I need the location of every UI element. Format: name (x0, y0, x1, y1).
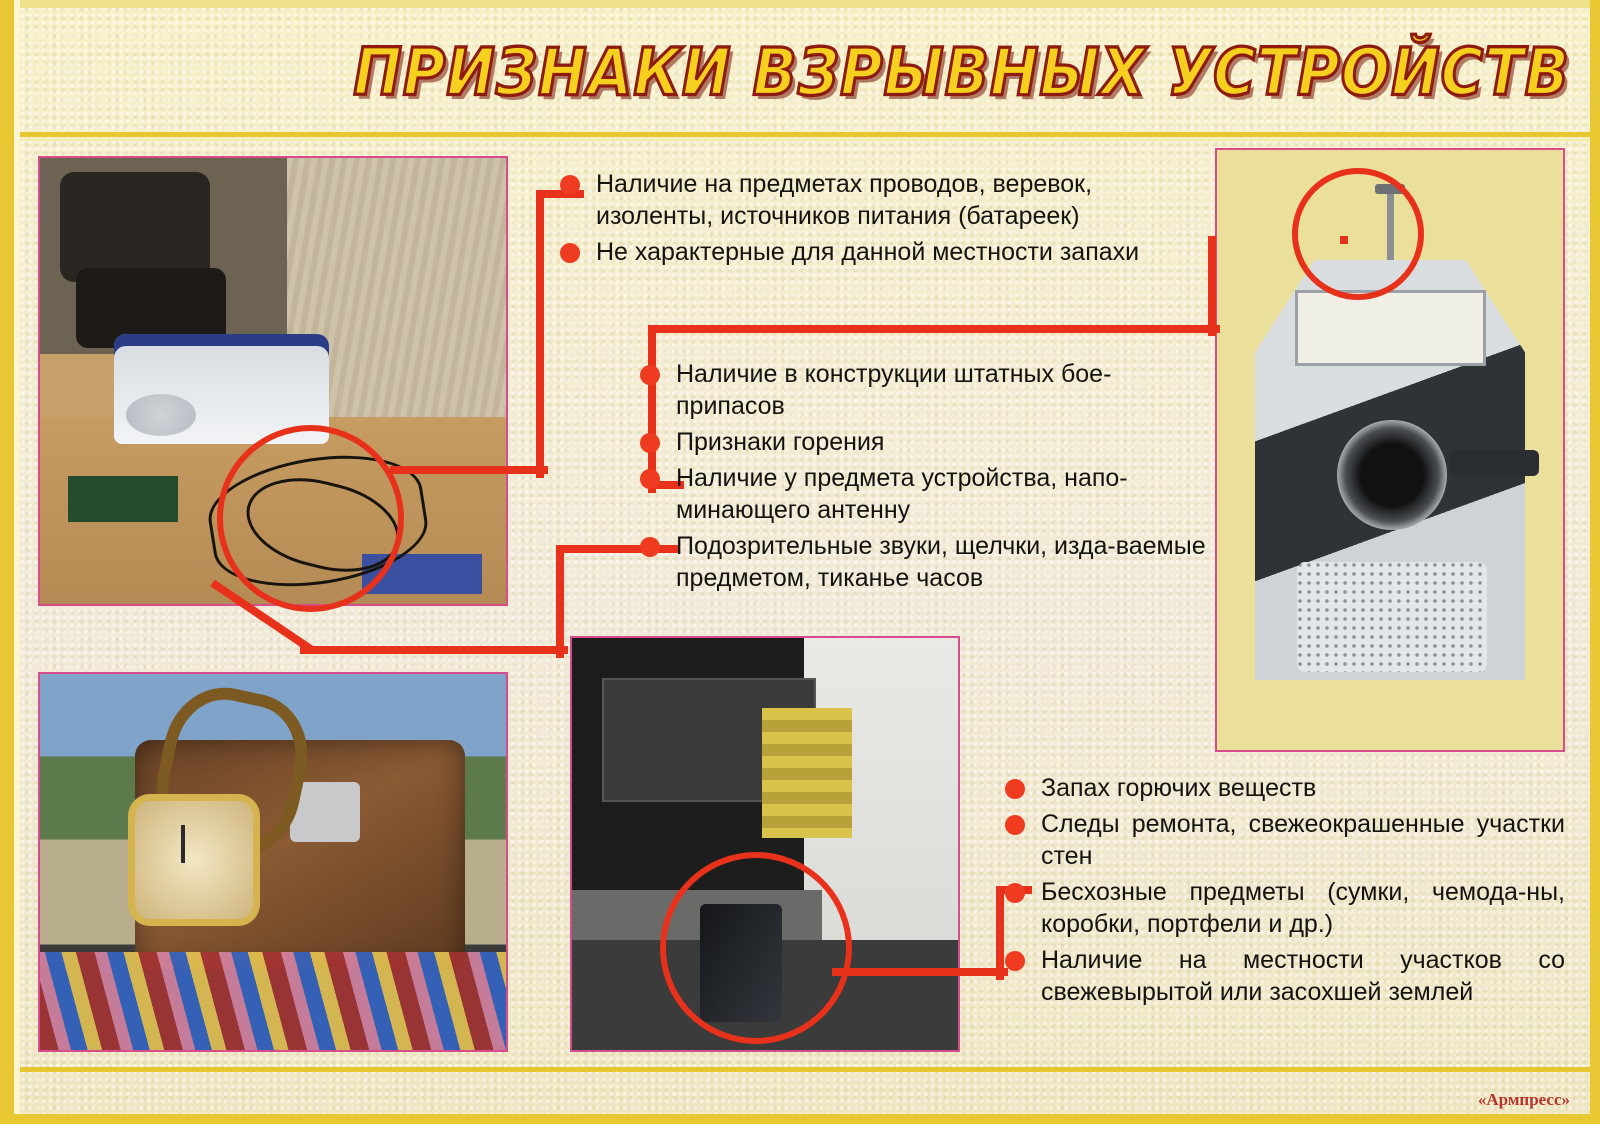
highlight-circle-case (660, 852, 852, 1044)
bullet-text: Не характерные для данной местности запахи (596, 238, 1140, 266)
watch-dial (128, 794, 260, 926)
bullet-item (560, 236, 1200, 268)
title-divider (20, 132, 1590, 137)
bullet-dot-icon (640, 469, 660, 489)
bullet-dot-icon (640, 365, 660, 385)
bullet-text: Бесхозные предметы (сумки, чемода-ны, коробки, портфели и др.) (1041, 878, 1565, 938)
connector-bottom-to-case (832, 968, 1008, 976)
bullet-text: Наличие на предметах проводов, веревок, изоленты, источников питания (батареек) (596, 170, 1093, 230)
connector-radio-vertical (1208, 236, 1216, 336)
left-edge-bar-inner (14, 0, 20, 1124)
radio-speaker-grille (1297, 562, 1487, 672)
bullet-item (640, 426, 1220, 458)
bullet-dot-icon (640, 433, 660, 453)
room-book (68, 476, 178, 522)
photo-watch (38, 672, 508, 1052)
bullet-text: Подозрительные звуки, щелчки, изда-ваемые предметом, тиканье часов (676, 532, 1206, 592)
publisher-mark: «Армпресс» (1477, 1090, 1570, 1109)
watch-magazine (40, 952, 506, 1050)
connector-top-to-wires (390, 466, 548, 474)
bullet-text: Запах горючих веществ (1041, 774, 1317, 802)
bullet-item (640, 530, 1220, 594)
connector-radio-stub (1340, 236, 1348, 244)
bullet-item (640, 358, 1220, 422)
connector-bottom-vertical (996, 886, 1004, 980)
radio-tuning-dial (1337, 420, 1447, 530)
bullet-dot-icon (640, 537, 660, 557)
bullet-item (1005, 808, 1565, 872)
connector-sound-vertical (556, 545, 564, 658)
right-edge-bar (1590, 0, 1600, 1124)
top-strip (0, 0, 1600, 8)
bullet-text: Признаки горения (676, 428, 885, 456)
bullet-dot-icon (1005, 779, 1025, 799)
bullet-dot-icon (560, 243, 580, 263)
bullet-item (1005, 876, 1565, 940)
connector-top-vertical (536, 190, 544, 478)
text-block-bottom (1005, 772, 1565, 1012)
bullet-text: Наличие на местности участков со свежевырытой или засохшей землей (1041, 946, 1565, 1006)
bullet-text: Следы ремонта, свежеокрашенные участки стен (1041, 810, 1565, 870)
shop-boxes (762, 708, 852, 838)
bullet-item (640, 462, 1220, 526)
bullet-text: Наличие у предмета устройства, напо-минающего антенну (676, 464, 1128, 524)
bullet-dot-icon (1005, 951, 1025, 971)
text-block-middle (640, 358, 1220, 598)
connector-radio-horizontal (652, 325, 1220, 333)
left-edge-bar (0, 0, 14, 1124)
footer-divider (20, 1067, 1590, 1072)
highlight-circle-wires (217, 425, 404, 612)
highlight-circle-antenna (1292, 168, 1424, 300)
bullet-dot-icon (1005, 883, 1025, 903)
radio-handle (1449, 450, 1539, 476)
radio-display (1295, 290, 1486, 366)
bullet-item (560, 168, 1200, 232)
page-title: ПРИЗНАКИ ВЗРЫВНЫХ УСТРОЙСТВ (353, 34, 1570, 111)
bullet-item (1005, 944, 1565, 1008)
bullet-dot-icon (560, 175, 580, 195)
bullet-dot-icon (1005, 815, 1025, 835)
bullet-item (1005, 772, 1565, 804)
bottom-strip (0, 1114, 1600, 1124)
text-block-top (560, 168, 1200, 272)
bullet-text: Наличие в конструкции штатных бое-припасов (676, 360, 1112, 420)
connector-sound-to-watch (300, 646, 568, 654)
room-dark-bag (60, 172, 210, 282)
title-divider-highlight (20, 139, 1590, 141)
